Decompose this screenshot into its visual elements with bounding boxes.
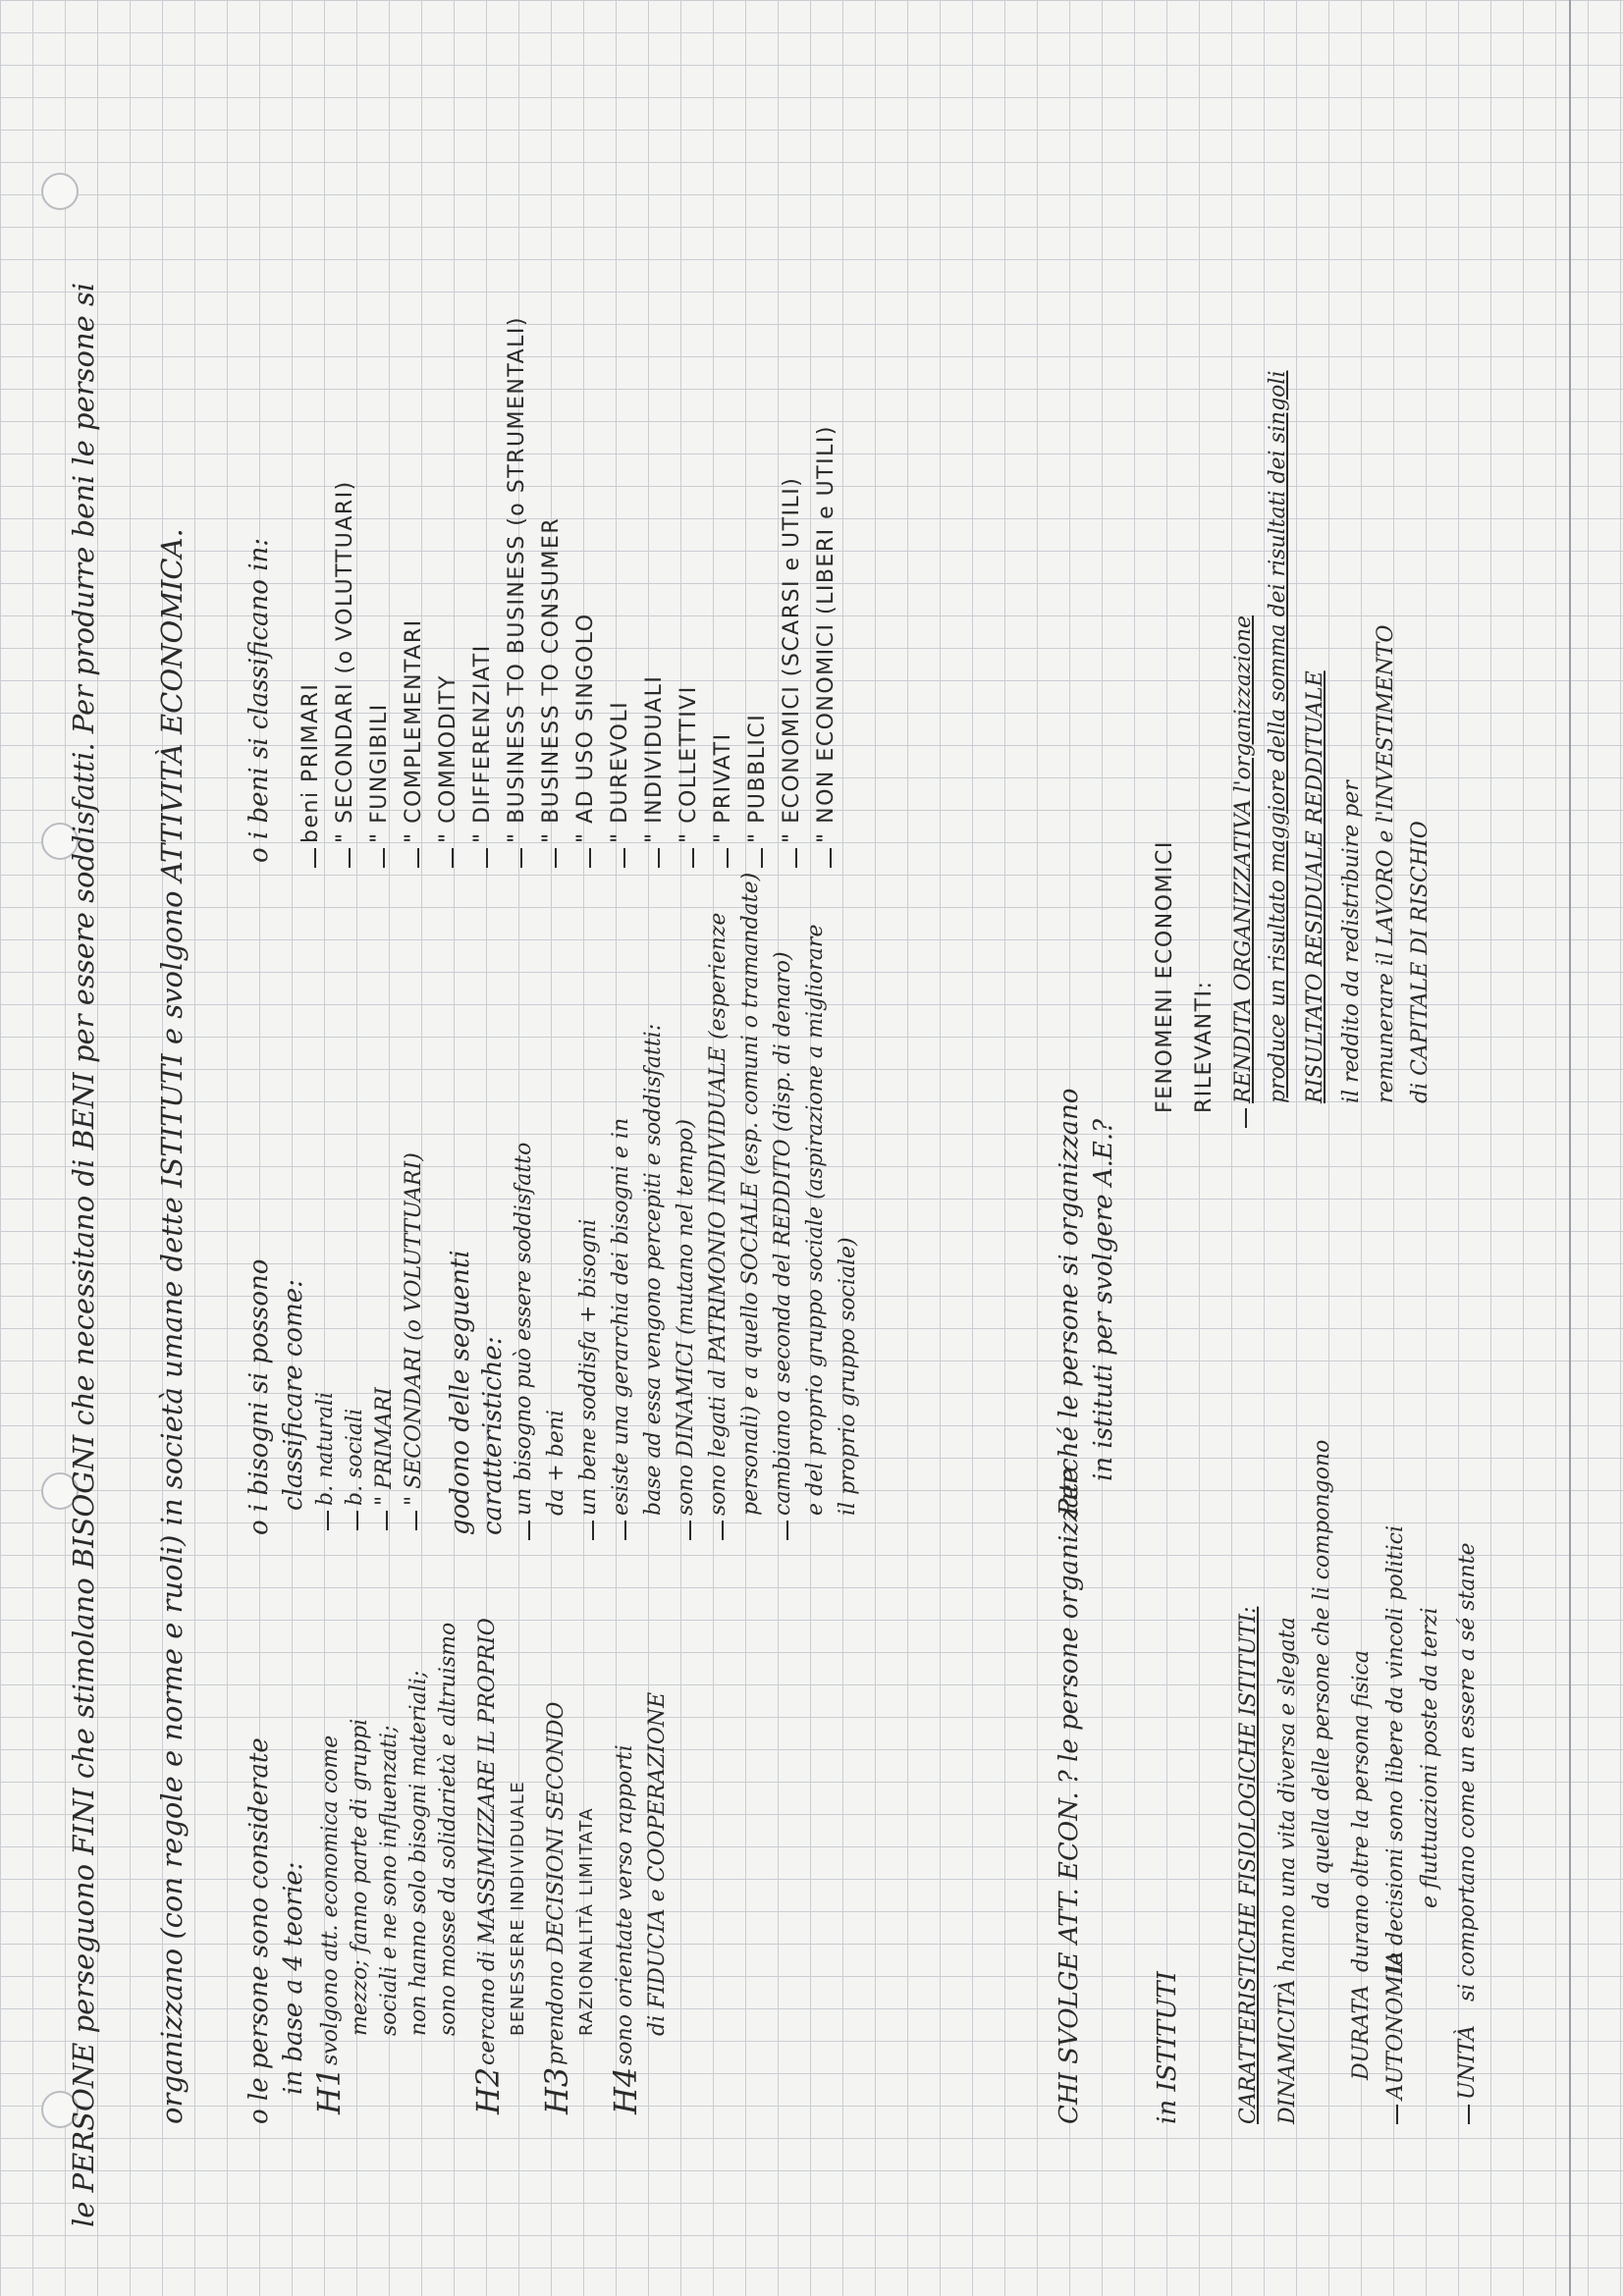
needs-intro2: godono delle seguenti [446,1250,475,1535]
theory-h1-line: sono mosse da solidarietà e altruismo [436,1622,460,2036]
goods-item: " DIFFERENZIATI [470,644,495,843]
phenomena-line: RENDITA ORGANIZZATIVA l'organizzazione [1231,614,1256,1103]
theory-h3-line: RAZIONALITÀ LIMITATA [576,1806,597,2036]
char-label: DINAMICITÀ [1275,1979,1300,2124]
goods-item: " BUSINESS TO CONSUMER [539,516,564,843]
needs-char: da + beni [544,1410,568,1516]
who-why: in istituti per svolgere A.E.? [1089,1118,1118,1481]
goods-item: " ECONOMICI (SCARSI e UTILI) [780,476,804,843]
theory-h2-label: H2 [469,2066,507,2114]
char-line: da quella delle persone che li compongono [1310,1439,1334,1908]
needs-char: cambiano a seconda del REDDITO (disp. di denaro) [771,951,795,1516]
goods-item: " INDIVIDUALI [642,674,667,843]
goods-item: " COMMODITY [436,674,460,843]
needs-char: sono legati al PATRIMONIO INDIVIDUALE (esperienze [706,912,730,1516]
goods-item: beni PRIMARI [298,682,323,843]
char-label: AUTONOMIA [1383,1950,1408,2100]
char-line: hanno una vita diversa e slegata [1275,1617,1300,1972]
goods-item: " DUREVOLI [608,700,632,843]
needs-char: un bisogno può essere soddisfatto [512,1142,536,1516]
characteristics-title: CARATTERISTICHE FISIOLOGICHE ISTITUTI: [1236,1606,1261,2124]
theory-h4-line: di FIDUCIA e COOPERAZIONE [645,1691,670,2036]
phenomena-title: RILEVANTI: [1192,980,1217,1113]
who-why: Perché le persone si organizzano [1055,1088,1084,1516]
char-line: le decisioni sono libere da vincoli politici [1383,1524,1408,1972]
theory-h3-label: H3 [538,2066,575,2114]
theories-intro-1: o le persone sono considerate [244,1737,274,2124]
goods-item: " BUSINESS TO BUSINESS (o STRUMENTALI) [505,316,529,843]
phenomena-line: produce un risultato maggiore della somma dei risultati dei singoli [1266,370,1290,1103]
header-line-2: organizzano (con regole e norme e ruoli) in società umane dette ISTITUTI e svolgono ATTIVITÀ ECONOMICA. [155,528,189,2124]
needs-item: b. naturali [313,1391,338,1506]
theory-h1-line: svolgono att. economica come [318,1735,343,2065]
goods-item: " AD USO SINGOLO [573,613,598,843]
phenomena-line: di CAPITALE DI RISCHIO [1408,821,1433,1103]
phenomena-title: FENOMENI ECONOMICI [1153,840,1177,1113]
goods-item: " PRIVATI [711,732,735,843]
char-line: si comportano come un essere a sé stante [1455,1542,1480,2002]
needs-intro2: caratteristiche: [478,1336,508,1535]
header-line-1: le PERSONE perseguono FINI che stimolano BISOGNI che necessitano di BENI per essere soddisfatti. Per produrre beni le persone si [67,282,100,2227]
needs-char: e del proprio gruppo sociale (aspirazione a migliorare [803,924,828,1516]
theory-h4-line: sono orientate verso rapporti [613,1744,637,2065]
goods-intro: o i beni si classificano in: [244,537,274,863]
needs-char: un bene soddisfa + bisogni [576,1218,601,1516]
goods-item: " COMPLEMENTARI [402,618,426,843]
theory-h4-label: H4 [607,2066,644,2114]
theory-h2-line: BENESSERE INDIVIDUALE [508,1780,528,2036]
theory-h1-line: sociali e ne sono influenzati; [377,1725,402,2036]
needs-item: b. sociali [343,1408,367,1506]
theories-intro-2: in base a 4 teorie: [279,1861,308,2095]
goods-item: " PUBBLICI [745,713,770,843]
needs-char: il proprio gruppo sociale) [836,1237,860,1516]
theory-h1-line: non hanno solo bisogni materiali; [406,1670,431,2036]
needs-char: base ad essa vengono percepiti e soddisfatti: [641,1023,666,1516]
theory-h3-line: prendono DECISIONI SECONDO [544,1701,568,2065]
needs-intro: classificare come: [279,1279,308,1511]
theory-h2-line: cercano di MASSIMIZZARE IL PROPRIO [475,1618,500,2065]
who-question: CHI SVOLGE ATT. ECON. ? le persone organizzate [1055,1468,1084,2124]
char-label: UNITÀ [1455,2025,1480,2100]
goods-item: " SECONDARI (o VOLUTTUARI) [333,480,357,843]
needs-intro: o i bisogni si possono [244,1258,274,1535]
phenomena-line: remunerare il LAVORO e l'INVESTIMENTO [1374,624,1398,1103]
char-line: durano oltre la persona fisica [1349,1650,1374,1972]
needs-char: sono DINAMICI (mutano nel tempo) [674,1119,698,1516]
phenomena-line: RISULTATO RESIDUALE REDDITUALE [1303,670,1327,1103]
needs-char: esiste una gerarchia dei bisogni e in [609,1117,633,1516]
needs-item: " SECONDARI (o VOLUTTUARI) [402,1152,426,1506]
goods-item: " NON ECONOMICI (LIBERI e UTILI) [814,425,839,843]
needs-item: " PRIMARI [372,1387,397,1506]
theory-h1-line: mezzo; fanno parte di gruppi [348,1718,372,2036]
goods-item: " FUNGIBILI [367,703,392,843]
goods-item: " COLLETTIVI [676,685,701,843]
in-istituti: in ISTITUTI [1153,1971,1182,2124]
char-label: DURATA [1349,1985,1374,2080]
char-line: e fluttuazioni poste da terzi [1418,1607,1442,1908]
phenomena-line: il reddito da redistribuire per [1339,780,1364,1103]
needs-char: personali) e a quello SOCIALE (esp. comuni o tramandate) [738,872,763,1516]
theory-h1-label: H1 [310,2066,348,2114]
